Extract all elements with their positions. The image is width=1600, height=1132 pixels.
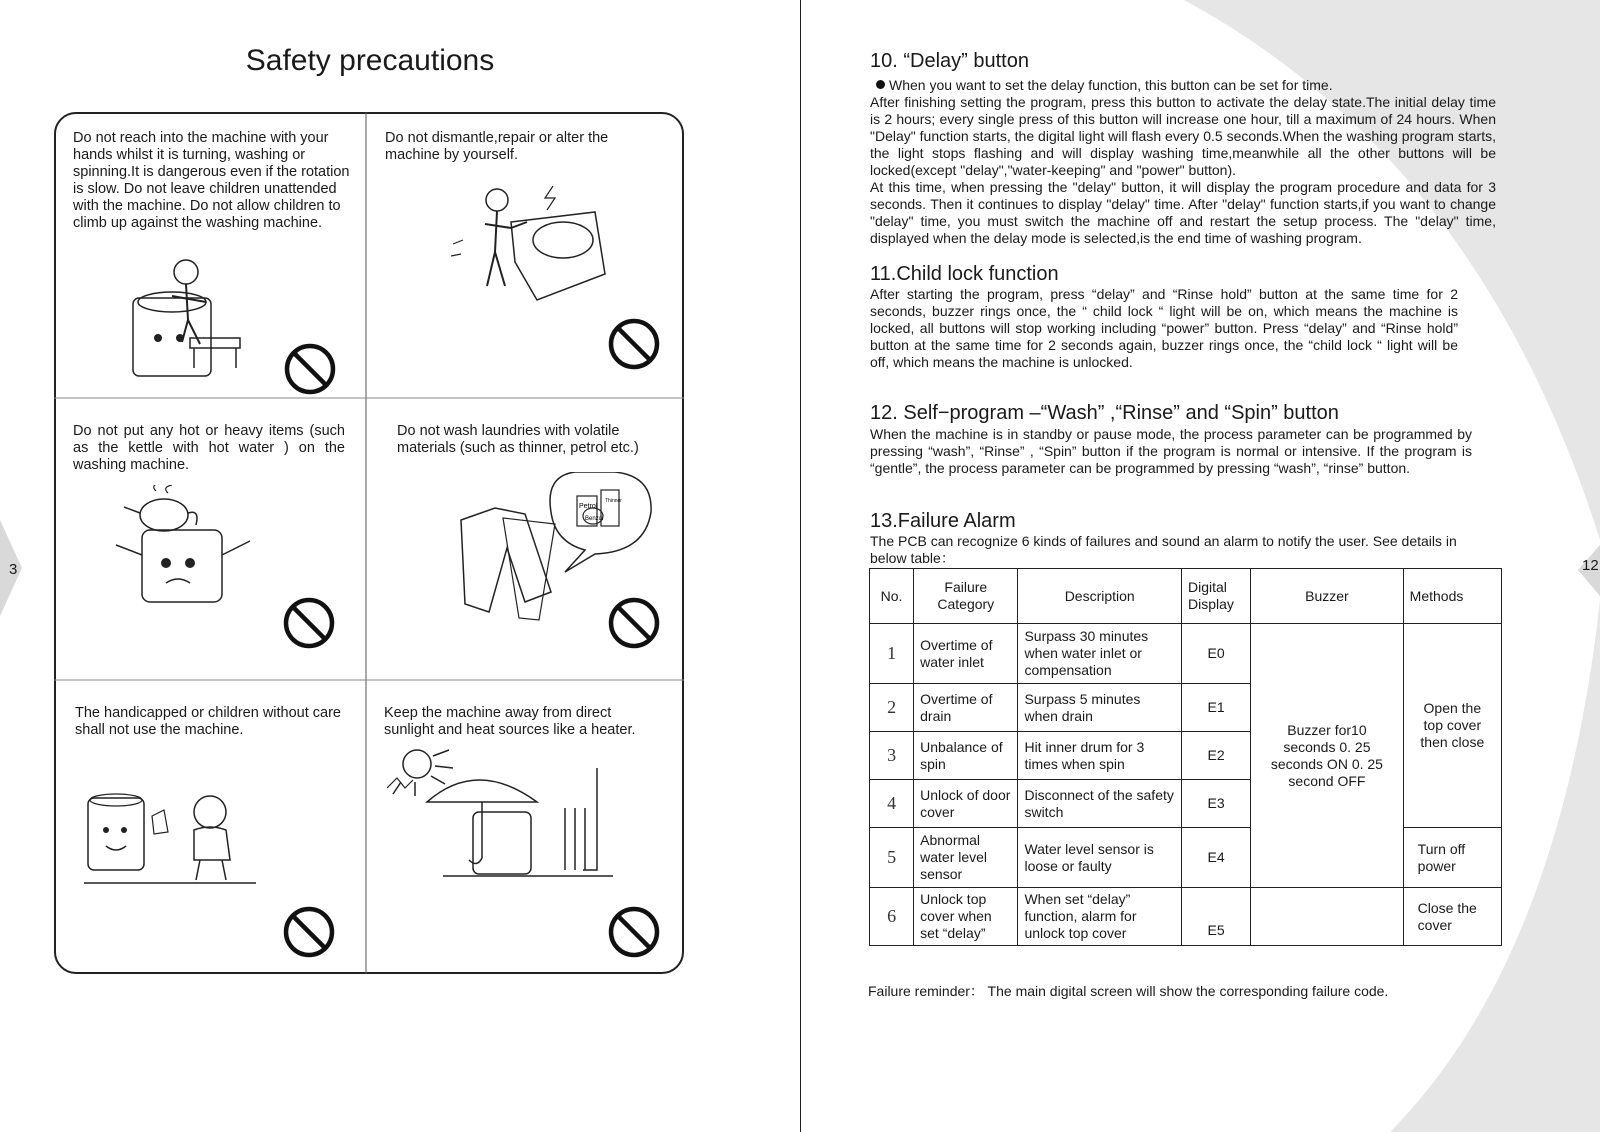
thinner-label: Thinner (605, 498, 622, 504)
section-12-body (870, 426, 1472, 477)
row-description: Hit inner drum for 3 times when spin (1018, 732, 1182, 780)
safety-text-no-sunlight: Keep the machine away from direct sunlight and heat sources like a heater. (384, 705, 636, 738)
section-10-body (870, 77, 1496, 247)
row-category: Unlock of door cover (914, 780, 1018, 828)
section-11-text: After starting the program, press “delay” and “Rinse hold” button at the same time for 2 seconds, buzzer rings once, the “ child lock “ light will be on, which means the machine is locked, all buttons will stop working including “power” button. Press “delay” and “Rinse hold” button at the same time for 2 seconds again, buzzer rings once, the “child lock “ light will be off, which means the machine is unlocked. (870, 286, 1458, 370)
handicapped-child-illustration (84, 790, 259, 890)
row-category: Overtime of drain (914, 684, 1018, 732)
page-number-right: 12 (1582, 557, 1599, 574)
header-methods: Methods (1403, 569, 1501, 624)
safety-text-no-dismantle: Do not dismantle,repair or alter the machine by yourself. (385, 130, 609, 163)
page-title: Safety precautions (245, 44, 495, 77)
row-description: Surpass 5 minutes when drain (1018, 684, 1182, 732)
prohibition-icon (283, 906, 335, 958)
row-display-code: E1 (1181, 684, 1250, 732)
section-13-body (870, 533, 1480, 567)
section-11-body (870, 286, 1458, 371)
row-display-code: E4 (1181, 828, 1250, 888)
row-number: 5 (870, 828, 914, 888)
row-category: Abnormal water level sensor (914, 828, 1018, 888)
row-number: 3 (870, 732, 914, 780)
buzzer-cell: Buzzer for10 seconds 0. 25 seconds ON 0. 25 second OFF (1251, 624, 1403, 888)
row-category: Unlock top cover when set “delay” (914, 888, 1018, 946)
section-10-paragraph-1: After finishing setting the program, press this button to activate the delay state.The initial delay time is 2 hours; every single press of this button will increase one hour, till a maximum of 24 hours. When "Delay" function starts, the digital light will flash every 0.5 seconds.When the washing program starts, the light stops flashing and will display washing time,meanwhile all the other buttons will be locked(except "delay","water-keeping" and "power" button). (870, 94, 1496, 178)
failure-reminder: Failure reminder： The main digital screen will show the corresponding failure code. (868, 983, 1389, 999)
section-12-text: When the machine is in standby or pause mode, the process parameter can be programmed by pressing “wash”, “Rinse” , “Spin” button if the program is normal or intensive. If the program is “gentle”, the process parameter can be programmed by pressing “wash”, “rinse” button. (870, 426, 1472, 476)
table-row (870, 624, 1502, 684)
row-description: When set “delay” function, alarm for unlock top cover (1018, 888, 1182, 946)
buzzer-cell-empty (1251, 888, 1403, 946)
section-10-paragraph-2: At this time, when pressing the "delay" button, it will display the program procedure and data for 3 seconds. Then it continues to display "delay" time. After "delay" function starts,if you want to change "delay" time, you must switch the machine off and restart the setup process. The "delay" time, displayed when the delay mode is selected,is the end time of washing program. (870, 179, 1496, 246)
prohibition-icon (283, 597, 335, 649)
header-no: No. (870, 569, 914, 624)
safety-text-no-volatile: Do not wash laundries with volatile materials (such as thinner, petrol etc.) (397, 423, 639, 456)
row-description: Disconnect of the safety switch (1018, 780, 1182, 828)
row-category: Unbalance of spin (914, 732, 1018, 780)
section-13-text: The PCB can recognize 6 kinds of failures and sound an alarm to notify the user. See details in below table： (870, 533, 1457, 566)
method-close-cover: Close the cover (1403, 888, 1501, 946)
prohibition-icon (608, 318, 660, 370)
petrol-label: Petrol (579, 503, 598, 510)
section-11-title: 11.Child lock function (870, 263, 1059, 285)
safety-text-no-reach: Do not reach into the machine with your hands whilst it is turning, washing or spinning.It is dangerous even if the rotation is slow. Do not leave children unattended with the machine. Do not allow children to climb up against the washing machine. (73, 130, 350, 231)
header-buzzer: Buzzer (1251, 569, 1403, 624)
row-number: 6 (870, 888, 914, 946)
kettle-on-machine-illustration (104, 485, 264, 610)
section-12-title: 12. Self−program –“Wash” ,“Rinse” and “Spin” button (870, 402, 1339, 424)
bullet-icon (876, 80, 885, 89)
method-open-cover: Open the top cover then close (1403, 624, 1501, 828)
failure-alarm-table (869, 568, 1502, 946)
safety-text-handicapped: The handicapped or children without care shall not use the machine. (75, 705, 341, 738)
row-display-code: E2 (1181, 732, 1250, 780)
row-number: 4 (870, 780, 914, 828)
child-climbing-illustration (128, 250, 258, 380)
header-description: Description (1018, 569, 1182, 624)
header-digital-display: Digital Display (1181, 569, 1250, 624)
row-category: Overtime of water inlet (914, 624, 1018, 684)
man-repairing-illustration (445, 182, 615, 307)
table-row (870, 888, 1502, 946)
benzol-label: Benzol (585, 516, 604, 522)
table-row (870, 828, 1502, 888)
method-turn-off-power: Turn off power (1403, 828, 1501, 888)
row-number: 1 (870, 624, 914, 684)
page-number-left: 3 (9, 561, 18, 578)
row-number: 2 (870, 684, 914, 732)
row-display-code: E3 (1181, 780, 1250, 828)
row-description: Water level sensor is loose or faulty (1018, 828, 1182, 888)
section-10-bullet: When you want to set the delay function, this button can be set for time. (889, 77, 1333, 93)
row-description: Surpass 30 minutes when water inlet or compensation (1018, 624, 1182, 684)
section-10-title: 10. “Delay” button (870, 50, 1029, 72)
section-13-title: 13.Failure Alarm (870, 510, 1016, 532)
safety-text-no-hot-items: Do not put any hot or heavy items (such as the kettle with hot water ) on the washing machine. (73, 423, 345, 473)
prohibition-icon (608, 597, 660, 649)
prohibition-icon (284, 343, 336, 395)
prohibition-icon (608, 906, 660, 958)
table-header-row (870, 569, 1502, 624)
row-display-code: E5 (1181, 888, 1250, 946)
row-display-code: E0 (1181, 624, 1250, 684)
header-failure-category: Failure Category (914, 569, 1018, 624)
sun-heater-illustration (387, 748, 617, 883)
